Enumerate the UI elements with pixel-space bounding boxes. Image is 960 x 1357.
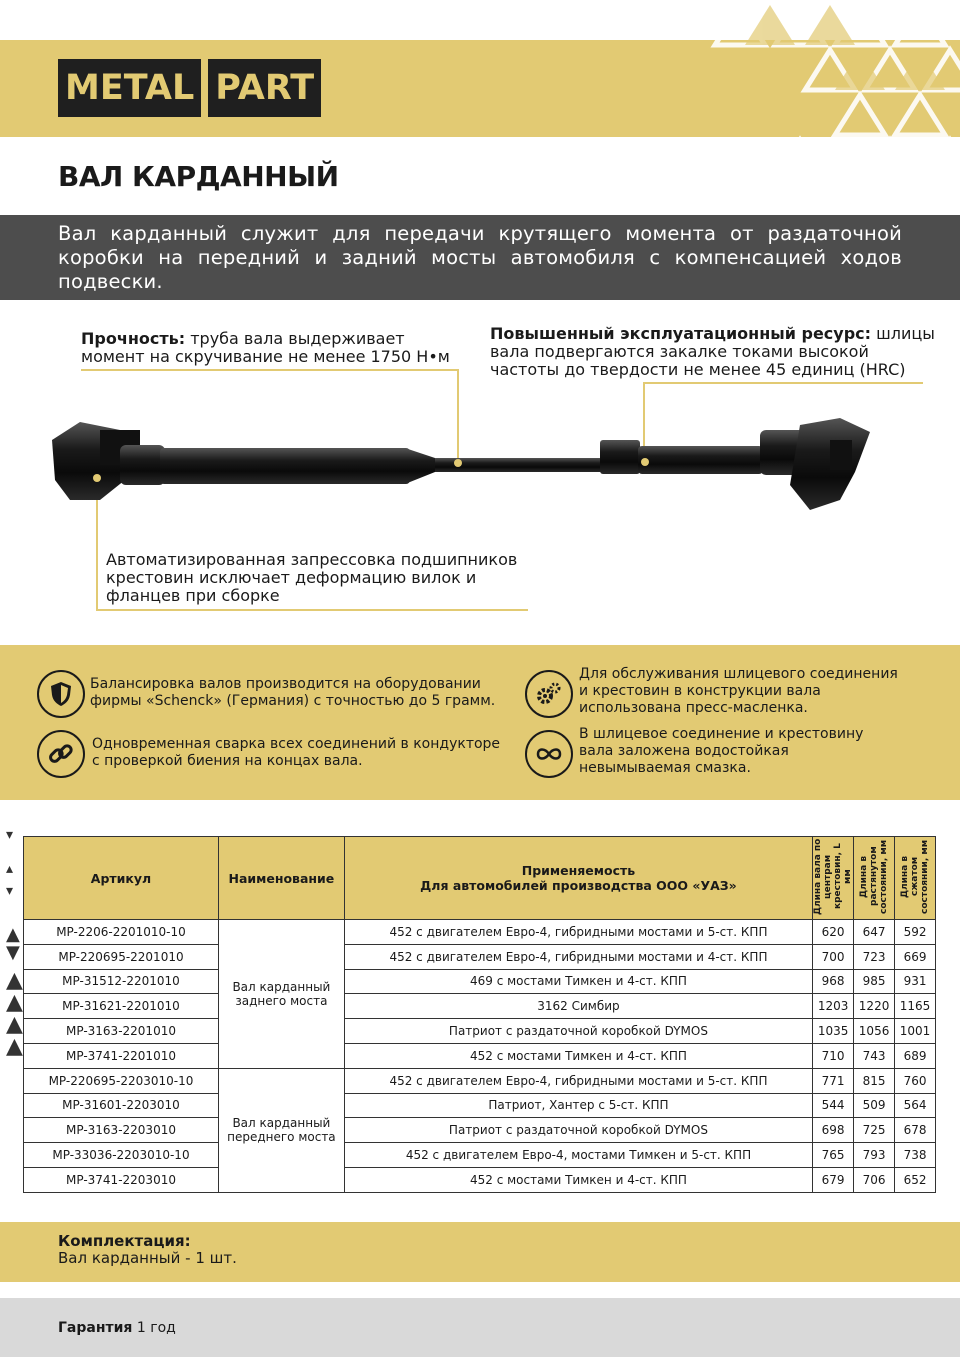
col-length-compressed-label: Длина в сжатом состоянии, мм xyxy=(900,839,931,914)
driveshaft-image xyxy=(40,400,920,530)
cell-article: MP-31512-2201010 xyxy=(24,969,219,994)
group-rear-line2: заднего моста xyxy=(235,993,328,1008)
cell-group-front xyxy=(218,1068,344,1192)
cell-stretched: 723 xyxy=(854,944,895,969)
cell-article: MP-3163-2201010 xyxy=(24,1019,219,1044)
col-article: Артикул xyxy=(24,837,219,920)
shield-icon xyxy=(37,670,85,718)
callout-press-line xyxy=(96,609,528,611)
callout-strength xyxy=(81,330,450,366)
cell-stretched: 815 xyxy=(854,1068,895,1093)
cell-length: 698 xyxy=(813,1118,854,1143)
cell-compressed: 669 xyxy=(895,944,936,969)
table-header-row xyxy=(24,837,936,920)
cell-compressed: 689 xyxy=(895,1043,936,1068)
kit-label: Комплектация: xyxy=(58,1232,191,1250)
side-triangles: ▾ ▴ ▾ ▲ ▼ ▲ ▲ ▲ ▲ xyxy=(6,827,23,1059)
cell-applicability: 469 с мостами Тимкен и 4-ст. КПП xyxy=(344,969,812,994)
table-row xyxy=(24,969,936,994)
spec-table xyxy=(23,836,936,1193)
feature-lubricant-line2: вала заложена водостойкая xyxy=(579,743,789,759)
feature-welding-line1: Одновременная сварка всех соединений в кондукторе xyxy=(92,736,501,752)
cell-article: MP-220695-2201010 xyxy=(24,944,219,969)
cell-stretched: 706 xyxy=(854,1167,895,1192)
callout-press-line1: Автоматизированная запрессовка подшипников xyxy=(106,550,518,569)
cell-article: MP-3163-2203010 xyxy=(24,1118,219,1143)
infinity-icon xyxy=(525,730,573,778)
table-row xyxy=(24,944,936,969)
feature-welding-line2: с проверкой биения на концах вала. xyxy=(92,753,363,769)
feature-lubricant-line3: невымываемая смазка. xyxy=(579,760,751,776)
col-length-stretched-label: Длина в растянутом состоянии, мм xyxy=(859,839,890,914)
callout-press xyxy=(106,551,517,605)
callout-strength-line xyxy=(81,369,459,371)
cell-compressed: 652 xyxy=(895,1167,936,1192)
callout-press-line2: крестовин исключает деформацию вилок и xyxy=(106,568,477,587)
warranty xyxy=(58,1320,176,1336)
feature-balancing-line1: Балансировка валов производится на оборудовании xyxy=(90,676,481,692)
page-title: ВАЛ КАРДАННЫЙ xyxy=(58,160,339,193)
cell-compressed: 931 xyxy=(895,969,936,994)
warranty-label: Гарантия xyxy=(58,1320,133,1336)
callout-resource xyxy=(490,325,935,379)
cell-length: 968 xyxy=(813,969,854,994)
feature-lubricant-line1: В шлицевое соединение и крестовину xyxy=(579,726,864,742)
table-row xyxy=(24,1118,936,1143)
warranty-value: 1 год xyxy=(132,1320,176,1336)
callout-strength-line2: момент на скручивание не менее 1750 Н•м xyxy=(81,347,450,366)
feature-grease-line1: Для обслуживания шлицевого соединения xyxy=(579,666,898,682)
callout-resource-line3: частоты до твердости не менее 45 единиц (HRC) xyxy=(490,360,906,379)
cell-compressed: 760 xyxy=(895,1068,936,1093)
kit-value: Вал карданный - 1 шт. xyxy=(58,1249,237,1267)
logo-word-part: PART xyxy=(208,59,321,117)
cell-article: MP-33036-2203010-10 xyxy=(24,1143,219,1168)
cell-length: 710 xyxy=(813,1043,854,1068)
table-row xyxy=(24,1019,936,1044)
cell-stretched: 509 xyxy=(854,1093,895,1118)
col-length-center xyxy=(813,837,854,920)
table-row xyxy=(24,994,936,1019)
cell-article: MP-31621-2201010 xyxy=(24,994,219,1019)
cell-length: 679 xyxy=(813,1167,854,1192)
group-rear-line1: Вал карданный xyxy=(232,979,331,994)
cell-stretched: 725 xyxy=(854,1118,895,1143)
callout-resource-line2: вала подвергаются закалке токами высокой xyxy=(490,342,869,361)
intro-text: Вал карданный служит для передачи крутящего момента от раздаточной коробки на передний и задний мосты автомобиля с компенсацией ходов подвески. xyxy=(58,222,902,293)
cell-applicability: 452 с двигателем Евро-4, мостами Тимкен и 5-ст. КПП xyxy=(344,1143,812,1168)
table-row xyxy=(24,920,936,945)
callout-strength-label: Прочность: xyxy=(81,329,186,348)
cell-applicability: 3162 Симбир xyxy=(344,994,812,1019)
cell-stretched: 743 xyxy=(854,1043,895,1068)
cell-applicability: 452 с мостами Тимкен и 4-ст. КПП xyxy=(344,1167,812,1192)
cell-applicability: 452 с двигателем Евро-4, гибридными мостами и 5-ст. КПП xyxy=(344,920,812,945)
cell-length: 620 xyxy=(813,920,854,945)
feature-balancing xyxy=(90,676,495,710)
cell-applicability: Патриот, Хантер с 5-ст. КПП xyxy=(344,1093,812,1118)
col-length-stretched xyxy=(854,837,895,920)
cell-compressed: 564 xyxy=(895,1093,936,1118)
callout-strength-line1: труба вала выдерживает xyxy=(185,329,405,348)
cell-article: MP-3741-2203010 xyxy=(24,1167,219,1192)
callout-resource-line xyxy=(643,382,923,384)
table-row xyxy=(24,1167,936,1192)
cell-stretched: 647 xyxy=(854,920,895,945)
logo-word-metal: METAL xyxy=(58,59,201,117)
cell-article: MP-31601-2203010 xyxy=(24,1093,219,1118)
callout-resource-label: Повышенный эксплуатационный ресурс: xyxy=(490,324,872,343)
cell-compressed: 678 xyxy=(895,1118,936,1143)
cell-article: MP-3741-2201010 xyxy=(24,1043,219,1068)
callout-resource-line1: шлицы xyxy=(871,324,935,343)
feature-welding xyxy=(92,736,500,770)
group-front-line1: Вал карданный xyxy=(232,1116,331,1131)
cell-stretched: 1056 xyxy=(854,1019,895,1044)
col-applicability-line1: Применяемость xyxy=(521,863,636,878)
cell-length: 771 xyxy=(813,1068,854,1093)
col-name: Наименование xyxy=(218,837,344,920)
table-row xyxy=(24,1143,936,1168)
cell-compressed: 592 xyxy=(895,920,936,945)
cell-group-rear xyxy=(218,920,344,1069)
cell-compressed: 1001 xyxy=(895,1019,936,1044)
group-front-line2: переднего моста xyxy=(227,1130,336,1145)
feature-balancing-line2: фирмы «Schenck» (Германия) с точностью до 5 грамм. xyxy=(90,693,496,709)
col-applicability-line2: Для автомобилей производства ООО «УАЗ» xyxy=(420,878,737,893)
callout-press-line3: фланцев при сборке xyxy=(106,586,280,605)
chain-icon xyxy=(37,730,85,778)
table-row xyxy=(24,1068,936,1093)
cell-compressed: 738 xyxy=(895,1143,936,1168)
cell-applicability: 452 с двигателем Евро-4, гибридными мостами и 5-ст. КПП xyxy=(344,1068,812,1093)
cell-article: MP-220695-2203010-10 xyxy=(24,1068,219,1093)
col-applicability xyxy=(344,837,812,920)
feature-grease-line3: использована пресс-масленка. xyxy=(579,700,808,716)
cell-applicability: Патриот с раздаточной коробкой DYMOS xyxy=(344,1019,812,1044)
cell-length: 544 xyxy=(813,1093,854,1118)
cell-length: 1035 xyxy=(813,1019,854,1044)
feature-lubricant xyxy=(579,726,863,777)
table-row xyxy=(24,1043,936,1068)
cell-length: 700 xyxy=(813,944,854,969)
feature-grease-line2: и крестовин в конструкции вала xyxy=(579,683,821,699)
cell-compressed: 1165 xyxy=(895,994,936,1019)
col-length-compressed xyxy=(895,837,936,920)
cell-applicability: 452 с двигателем Евро-4, гибридными мостами и 4-ст. КПП xyxy=(344,944,812,969)
cell-length: 1203 xyxy=(813,994,854,1019)
cell-article: MP-2206-2201010-10 xyxy=(24,920,219,945)
gears-icon xyxy=(525,670,573,718)
cell-stretched: 1220 xyxy=(854,994,895,1019)
cell-stretched: 793 xyxy=(854,1143,895,1168)
cell-stretched: 985 xyxy=(854,969,895,994)
brand-logo xyxy=(58,59,321,117)
table-row xyxy=(24,1093,936,1118)
cell-applicability: 452 с мостами Тимкен и 4-ст. КПП xyxy=(344,1043,812,1068)
col-length-center-label: Длина вала по центрам крестовин, L мм xyxy=(813,838,854,915)
feature-grease-fitting xyxy=(579,666,898,717)
cell-length: 765 xyxy=(813,1143,854,1168)
cell-applicability: Патриот с раздаточной коробкой DYMOS xyxy=(344,1118,812,1143)
